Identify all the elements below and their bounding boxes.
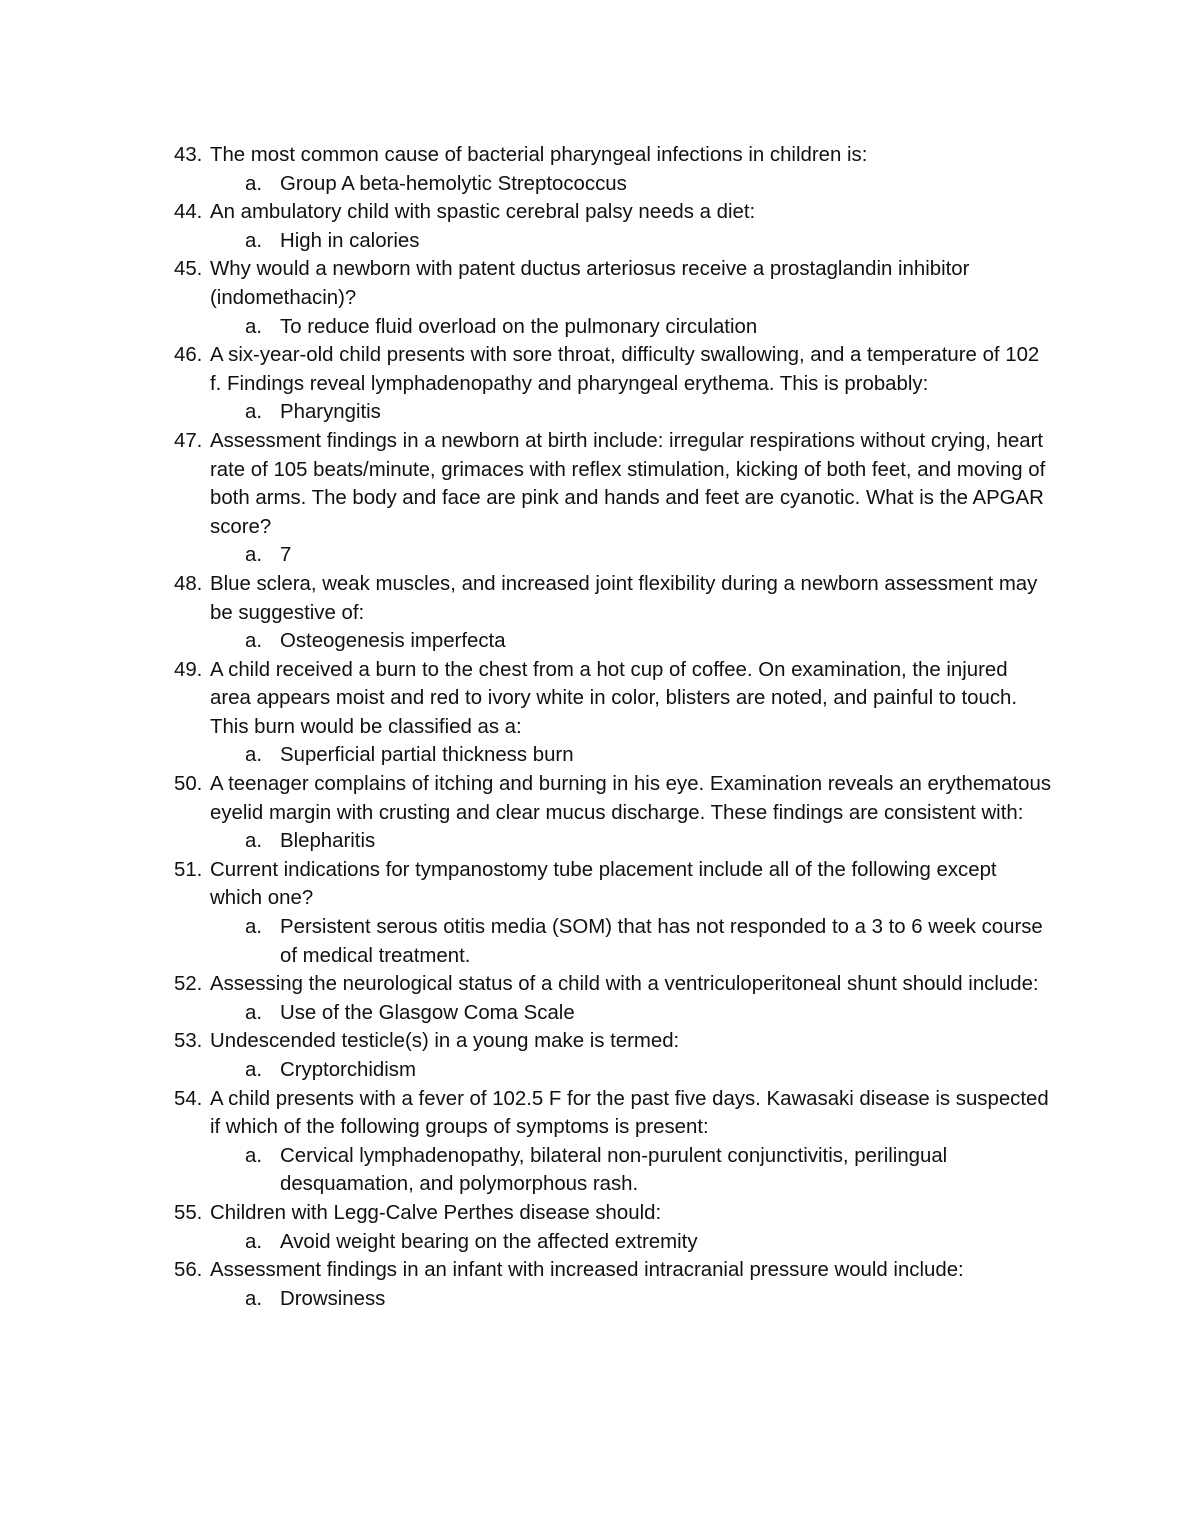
answer-item	[174, 1056, 1054, 1085]
question-number: 43.	[174, 144, 203, 166]
answer-letter: a.	[245, 744, 263, 767]
answer-item	[174, 398, 1054, 427]
answer-letter: a.	[245, 172, 263, 195]
question-item	[174, 1199, 1054, 1228]
answer-letter: a.	[245, 229, 263, 252]
question-item	[174, 770, 1054, 827]
question-number: 50.	[174, 773, 203, 796]
question-item	[174, 427, 1054, 541]
question-text: A teenager complains of itching and burning in his eye. Examination reveals an erythematous eyelid margin with crusting and clear mucus discharge. These findings are consistent with:	[210, 773, 1052, 824]
answer-letter: a.	[245, 1230, 263, 1253]
answer-item	[174, 1228, 1054, 1257]
question-number: 51.	[174, 858, 203, 881]
answer-letter: a.	[245, 1001, 263, 1024]
question-item	[174, 1085, 1054, 1142]
question-text: Blue sclera, weak muscles, and increased joint flexibility during a newborn assessment may be suggestive of:	[210, 572, 1038, 624]
question-number: 46.	[174, 344, 203, 367]
question-item	[174, 141, 1054, 170]
question-item	[174, 255, 1054, 312]
answer-item	[174, 827, 1054, 856]
question-item	[174, 856, 1054, 913]
answer-letter: a.	[245, 315, 263, 338]
answer-text: Use of the Glasgow Coma Scale	[280, 1001, 575, 1024]
answer-item	[174, 227, 1054, 256]
question-text: Children with Legg-Calve Perthes disease should:	[210, 1201, 662, 1224]
answer-text: Blepharitis	[280, 830, 376, 853]
answer-letter: a.	[245, 916, 263, 939]
question-number: 48.	[174, 572, 203, 595]
answer-item	[174, 541, 1054, 570]
answer-text: Cryptorchidism	[280, 1059, 416, 1081]
question-list	[174, 141, 1054, 1313]
answer-item	[174, 627, 1054, 656]
question-number: 47.	[174, 429, 203, 452]
answer-text: Cervical lymphadenopathy, bilateral non-purulent conjunctivitis, perilingual desquamation, and polymorphous rash.	[280, 1144, 948, 1196]
question-text: A six-year-old child presents with sore throat, difficulty swallowing, and a temperature of 102 f. Findings reveal lymphadenopathy and pharyngeal erythema. This is probably:	[210, 344, 1040, 395]
question-item	[174, 970, 1054, 999]
question-text: A child received a burn to the chest from a hot cup of coffee. On examination, the injured area appears moist and red to ivory white in color, blisters are noted, and painful to touch. This burn would be classified as a:	[210, 658, 1018, 738]
question-text: A child presents with a fever of 102.5 F for the past five days. Kawasaki disease is suspected if which of the following groups of symptoms is present:	[210, 1087, 1049, 1139]
question-text: Current indications for tympanostomy tube placement include all of the following except which one?	[210, 858, 997, 910]
question-number: 54.	[174, 1087, 203, 1110]
question-number: 56.	[174, 1259, 203, 1282]
answer-item	[174, 170, 1054, 199]
answer-letter: a.	[245, 1144, 263, 1167]
question-text: Why would a newborn with patent ductus arteriosus receive a prostaglandin inhibitor (indomethacin)?	[210, 258, 970, 309]
answer-item	[174, 913, 1054, 970]
question-item	[174, 1027, 1054, 1056]
question-text: The most common cause of bacterial pharyngeal infections in children is:	[210, 144, 868, 166]
question-text: Assessment findings in an infant with increased intracranial pressure would include:	[210, 1259, 964, 1282]
answer-item	[174, 1285, 1054, 1314]
answer-text: 7	[280, 544, 292, 567]
answer-letter: a.	[245, 544, 263, 567]
question-item	[174, 341, 1054, 398]
question-text: Assessing the neurological status of a child with a ventriculoperitoneal shunt should include:	[210, 973, 1039, 996]
question-item	[174, 198, 1054, 227]
answer-item	[174, 313, 1054, 342]
question-text: Assessment findings in a newborn at birth include: irregular respirations without crying, heart rate of 105 beats/minute, grimaces with reflex stimulation, kicking of both feet, and moving of both arms. The body and face are pink and hands and feet are cyanotic. What is the APGAR score?	[210, 429, 1046, 538]
question-item	[174, 1256, 1054, 1285]
answer-letter: a.	[245, 1287, 263, 1310]
answer-text: Drowsiness	[280, 1287, 386, 1310]
answer-text: Osteogenesis imperfecta	[280, 630, 506, 653]
answer-item	[174, 1142, 1054, 1199]
question-number: 44.	[174, 201, 203, 224]
question-number: 49.	[174, 658, 203, 681]
question-number: 53.	[174, 1030, 203, 1053]
question-number: 55.	[174, 1201, 203, 1224]
answer-text: Pharyngitis	[280, 401, 381, 424]
answer-letter: a.	[245, 630, 263, 653]
question-item	[174, 570, 1054, 627]
answer-text: High in calories	[280, 229, 420, 252]
answer-letter: a.	[245, 401, 263, 424]
answer-text: To reduce fluid overload on the pulmonary circulation	[280, 315, 758, 338]
answer-item	[174, 999, 1054, 1028]
question-item	[174, 656, 1054, 742]
answer-text: Superficial partial thickness burn	[280, 744, 574, 767]
question-text: Undescended testicle(s) in a young make is termed:	[210, 1030, 680, 1053]
answer-item	[174, 741, 1054, 770]
question-number: 45.	[174, 258, 203, 281]
answer-text: Group A beta-hemolytic Streptococcus	[280, 172, 627, 195]
answer-text: Persistent serous otitis media (SOM) that has not responded to a 3 to 6 week course of medical treatment.	[280, 916, 1043, 967]
answer-letter: a.	[245, 830, 263, 853]
question-text: An ambulatory child with spastic cerebral palsy needs a diet:	[210, 201, 756, 224]
answer-letter: a.	[245, 1059, 263, 1081]
answer-text: Avoid weight bearing on the affected extremity	[280, 1230, 698, 1253]
question-number: 52.	[174, 973, 203, 996]
